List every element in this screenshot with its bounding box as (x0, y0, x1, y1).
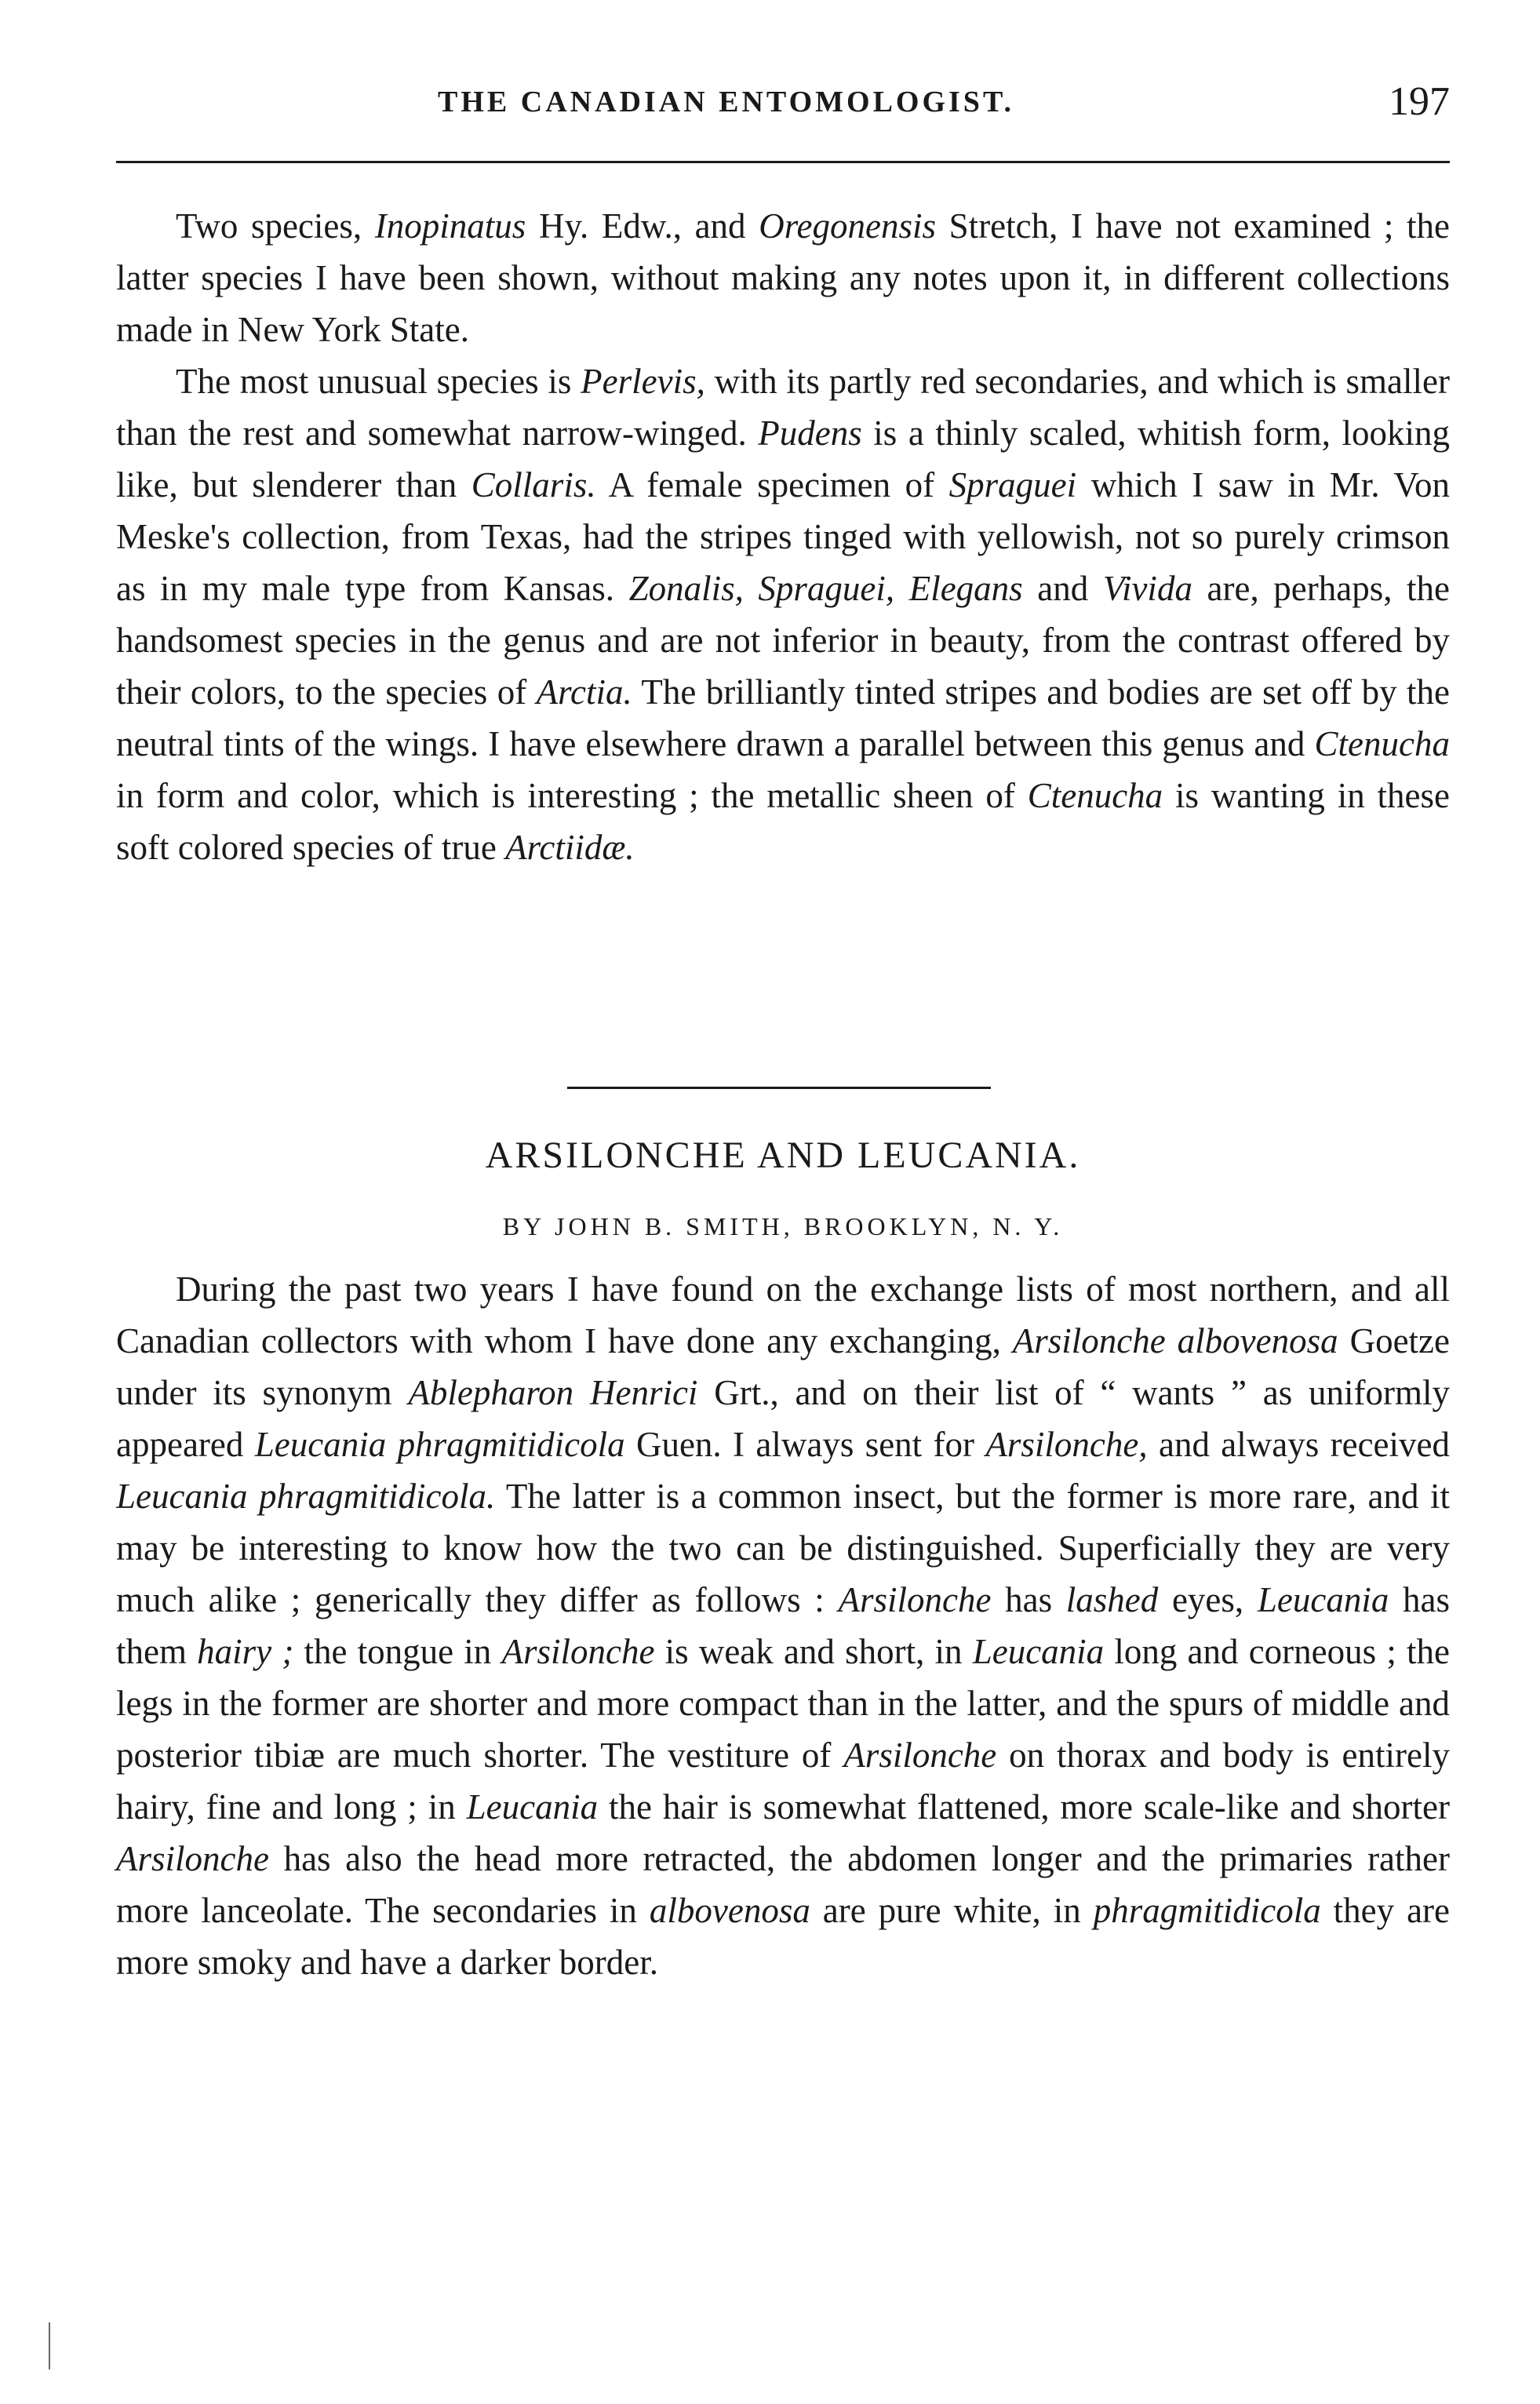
text-run: Two species, (176, 206, 375, 246)
genus-name: Arsilonche (501, 1632, 655, 1671)
text-run: Guen. I always sent for (624, 1425, 986, 1464)
genus-name: Leucania (972, 1632, 1105, 1671)
species-name: Leucania phragmitidicola. (116, 1477, 496, 1516)
species-name: Arsilonche albovenosa (1012, 1321, 1338, 1360)
emphasis: hairy ; (197, 1632, 294, 1671)
scan-margin-mark (49, 2322, 50, 2369)
text-run: eyes, (1158, 1580, 1258, 1619)
genus-name: Arsilonche, (985, 1425, 1148, 1464)
species-name: Perlevis, (581, 362, 705, 401)
species-name: Oregonensis (759, 206, 937, 246)
text-run: the tongue in (293, 1632, 502, 1671)
species-name: Pudens (758, 413, 862, 453)
text-run: has them (116, 1580, 1450, 1671)
species-name: Spraguei (948, 465, 1077, 504)
article-title: ARSILONCHE AND LEUCANIA. (485, 1135, 1081, 1176)
genus-name: Ctenucha (1314, 724, 1450, 763)
paragraph (116, 200, 1450, 355)
text-run: During the past two years I have found on the exchange lists of most northern, and all Canadian collectors with whom I have done any exchanging, (116, 1269, 1450, 1360)
species-name: Inopinatus (374, 206, 526, 246)
text-run: are pure white, in (810, 1891, 1094, 1930)
family-name: Arctiidæ. (505, 828, 635, 867)
species-name: Vivida (1102, 569, 1192, 608)
text-run: is a thinly scaled, whitish form, looking like, but slenderer than (116, 413, 1450, 504)
text-run: and (1022, 569, 1103, 608)
previous-article-text (116, 200, 1450, 873)
genus-name: Leucania (1257, 1580, 1389, 1619)
text-run: Hy. Edw., and (526, 206, 759, 246)
text-run: has also the head more retracted, the abdomen longer and the primaries rather more lanceolate. The secondaries in (116, 1839, 1450, 1930)
text-run: which I saw in Mr. Von Meske's collection, from Texas, had the stripes tinged with yellowish, not so purely crimson as in my male type from Kansas. (116, 465, 1450, 608)
section-divider (567, 1087, 991, 1089)
text-run: are, perhaps, the handsomest species in the genus and are not inferior in beauty, from the contrast offered by their colors, to the species of (116, 569, 1450, 712)
running-title: THE CANADIAN ENTOMOLOGIST. (438, 86, 1014, 118)
text-run: Grt., and on their list of “ wants ” as uniformly appeared (116, 1373, 1450, 1464)
running-head (116, 78, 1450, 126)
text-run: the hair is somewhat flattened, more scale-like and shorter (598, 1787, 1450, 1827)
journal-page (116, 0, 1450, 2404)
page-number: 197 (1389, 79, 1450, 124)
genus-name: Arctia. (536, 672, 632, 712)
genus-name: Leucania (466, 1787, 599, 1827)
text-run: and always received (1147, 1425, 1451, 1464)
article-byline: BY JOHN B. SMITH, BROOKLYN, N. Y. (502, 1212, 1064, 1240)
species-name: Leucania phragmitidicola (254, 1425, 625, 1464)
text-run: is weak and short, in (654, 1632, 973, 1671)
text-run: they are more smoky and have a darker border. (116, 1891, 1451, 1982)
paragraph (116, 355, 1450, 873)
species-name: Collaris. (471, 465, 596, 504)
text-run: A female specimen of (595, 465, 949, 504)
text-run: Stretch, I have not examined ; the latter species I have been shown, without making any notes upon it, in different collections made in New York State. (116, 206, 1450, 349)
article-text (116, 1263, 1450, 1988)
genus-name: Arsilonche (838, 1580, 992, 1619)
text-run: The latter is a common insect, but the former is more rare, and it may be interesting to know how the two can be distinguished. Superficially they are very much alike ; generically they differ as follows : (116, 1477, 1450, 1619)
paragraph (116, 1263, 1450, 1988)
text-run: is wanting in these soft colored species of true (116, 776, 1450, 867)
genus-name: Arsilonche (116, 1839, 269, 1878)
text-run: in form and color, which is interesting ; the metallic sheen of (116, 776, 1028, 815)
text-run: Goetze under its synonym (116, 1321, 1450, 1412)
text-run: on thorax and body is entirely hairy, fine and long ; in (116, 1736, 1450, 1827)
species-name: phragmitidicola (1093, 1891, 1321, 1930)
species-name: Zonalis, Spraguei, Elegans (628, 569, 1023, 608)
text-run: long and corneous ; the legs in the former are shorter and more compact than in the latter, and the spurs of middle and posterior tibiæ are much shorter. The vestiture of (116, 1632, 1450, 1775)
text-run: The most unusual species is (176, 362, 581, 401)
text-run: with its partly red secondaries, and which is smaller than the rest and somewhat narrow-winged. (116, 362, 1450, 453)
genus-name: Ctenucha (1027, 776, 1163, 815)
text-run: The brilliantly tinted stripes and bodies are set off by the neutral tints of the wings. I have elsewhere drawn a parallel between this genus and (116, 672, 1450, 763)
species-name: albovenosa (649, 1891, 810, 1930)
species-name: Ablepharon Henrici (408, 1373, 698, 1412)
emphasis: lashed (1065, 1580, 1159, 1619)
genus-name: Arsilonche (843, 1736, 997, 1775)
text-run: has (991, 1580, 1066, 1619)
header-rule (116, 161, 1450, 163)
